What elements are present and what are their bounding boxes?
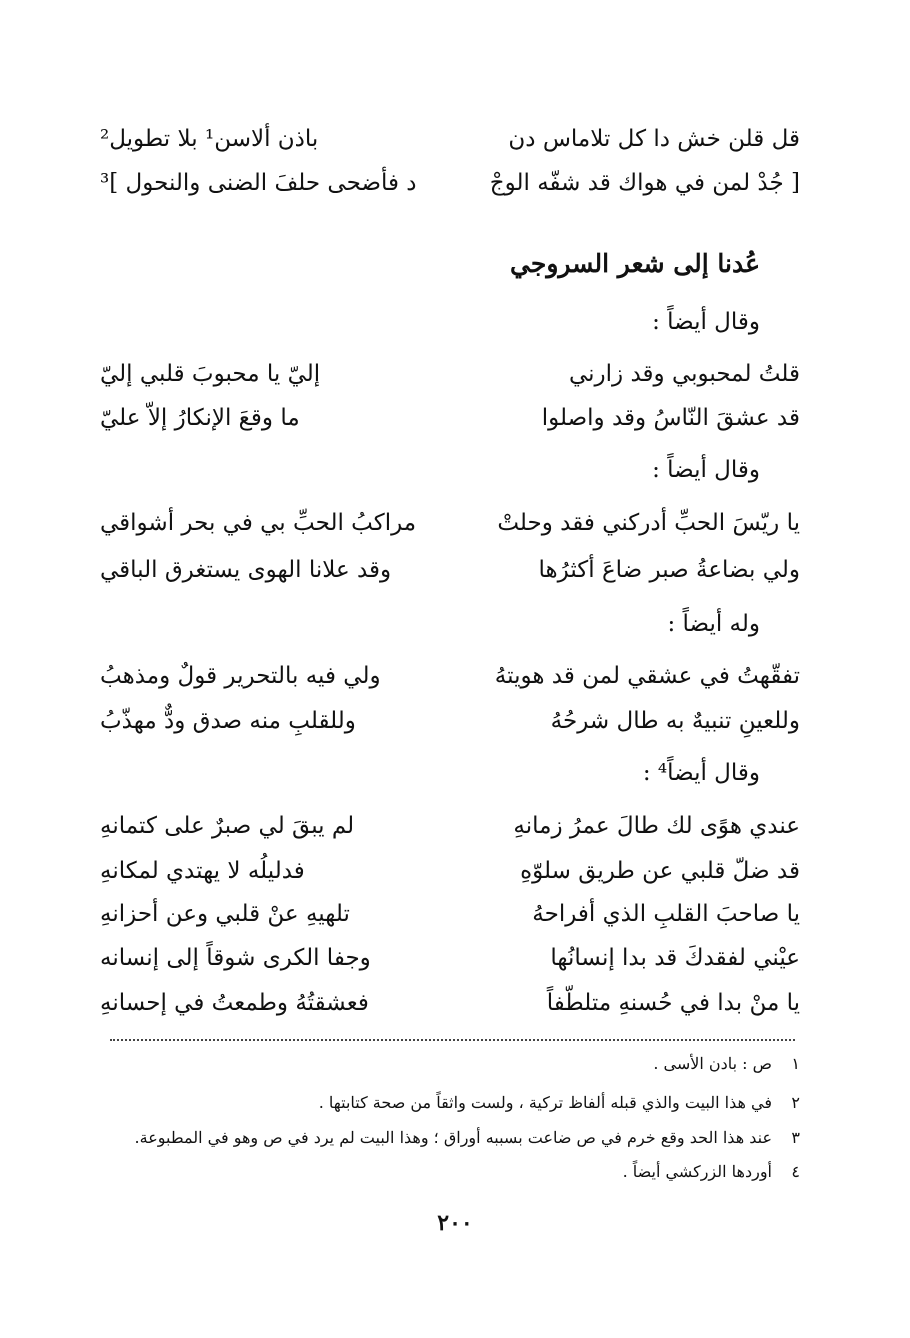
verse-first-hemistich: يا صاحبَ القلبِ الذي أفراحهُ: [532, 901, 800, 927]
footnote: [100, 1158, 800, 1186]
verse-first-hemistich: يا ريّسَ الحبِّ أدركني فقد وحلتْ: [497, 510, 800, 536]
verse-line: [100, 982, 800, 1024]
poem-intro: وله أيضاً :: [667, 611, 760, 637]
verse-first-hemistich: تفقّهتُ في عشقي لمن قد هويتهُ: [494, 663, 800, 689]
section-heading: عُدنا إلى شعر السروجي: [510, 249, 760, 278]
verse-first-hemistich: [ جُدْ لمن في هواك قد شفّه الوجْ: [489, 170, 800, 196]
verse-line: [100, 118, 800, 160]
verse-line: [100, 502, 800, 544]
footnote: [100, 1124, 800, 1152]
footnote-text: عند هذا الحد وقع خرم في ص ضاعت بسببه أوراق ؛ وهذا البيت لم يرد في ص وهو في المطبوعة.: [134, 1128, 772, 1147]
verse-second-hemistich: وجفا الكرى شوقاً إلى إنسانه: [100, 945, 371, 971]
verse-first-hemistich: قل قلن خش دا كل تلاماس دن: [508, 126, 800, 152]
verse-line: [100, 700, 800, 742]
verse-line: [100, 655, 800, 697]
footnote-text: ص : بادن الأسى .: [653, 1054, 772, 1073]
verse-first-hemistich: قد عشقَ النّاسُ وقد واصلوا: [541, 405, 800, 431]
verse-line: [100, 397, 800, 439]
poem-intro: وقال أيضاً⁴ :: [642, 760, 760, 786]
page-number: ٢٠٠: [437, 1210, 473, 1236]
verse-first-hemistich: عيْني لفقدكَ قد بدا إنسانُها: [550, 945, 800, 971]
verse-second-hemistich: ولي فيه بالتحرير قولٌ ومذهبُ: [100, 663, 381, 689]
footnote-text: أوردها الزركشي أيضاً .: [622, 1162, 772, 1181]
footnote-text: في هذا البيت والذي قبله ألفاظ تركية ، ولست واثقاً من صحة كتابتها .: [318, 1093, 772, 1112]
footnote-number: ٢: [791, 1093, 800, 1112]
verse-line: [100, 850, 800, 892]
verse-second-hemistich: إليّ يا محبوبَ قلبي إليّ: [100, 361, 321, 387]
verse-line: [100, 162, 800, 204]
verse-first-hemistich: ولي بضاعةُ صبر ضاعَ أكثرُها: [538, 557, 800, 583]
verse-second-hemistich: ما وقعَ الإنكارُ إلاّ عليّ: [100, 405, 300, 431]
verse-first-hemistich: قد ضلّ قلبي عن طريق سلوّهِ: [520, 858, 800, 884]
verse-line: [100, 549, 800, 591]
footnote: [100, 1089, 800, 1117]
verse-line: [100, 937, 800, 979]
footnote-number: ١: [791, 1054, 800, 1073]
verse-second-hemistich: مراكبُ الحبِّ بي في بحر أشواقي: [100, 510, 417, 536]
verse-line: [100, 805, 800, 847]
verse-second-hemistich: وللقلبِ منه صدق ودٌّ مهذّبُ: [100, 708, 356, 734]
footnote: [100, 1050, 800, 1078]
verse-second-hemistich: تلهيهِ عنْ قلبي وعن أحزانهِ: [100, 901, 350, 927]
verse-line: [100, 893, 800, 935]
verse-second-hemistich: د فأضحى حلفَ الضنى والنحول ]³: [100, 170, 417, 196]
verse-first-hemistich: عندي هوًى لك طالَ عمرُ زمانهِ: [513, 813, 800, 839]
verse-first-hemistich: يا منْ بدا في حُسنهِ متلطّفاً: [546, 990, 800, 1016]
verse-second-hemistich: وقد علانا الهوى يستغرق الباقي: [100, 557, 392, 583]
footnote-number: ٣: [791, 1128, 800, 1147]
footnote-number: ٤: [791, 1162, 800, 1181]
verse-second-hemistich: فعشقتُهُ وطمعتُ في إحسانهِ: [100, 990, 369, 1016]
poem-intro: وقال أيضاً :: [652, 457, 760, 483]
verse-second-hemistich: فدليلُه لا يهتدي لمكانهِ: [100, 858, 305, 884]
verse-first-hemistich: وللعينِ تنبيهٌ به طال شرحُهُ: [550, 708, 800, 734]
verse-second-hemistich: باذن ألاسن¹ بلا تطويل²: [100, 126, 319, 152]
poem-intro: وقال أيضاً :: [652, 309, 760, 335]
verse-second-hemistich: لم يبقَ لي صبرٌ على كتمانهِ: [100, 813, 355, 839]
verse-first-hemistich: قلتُ لمحبوبي وقد زارني: [568, 361, 800, 387]
footnote-separator: [110, 1039, 795, 1041]
verse-line: [100, 353, 800, 395]
